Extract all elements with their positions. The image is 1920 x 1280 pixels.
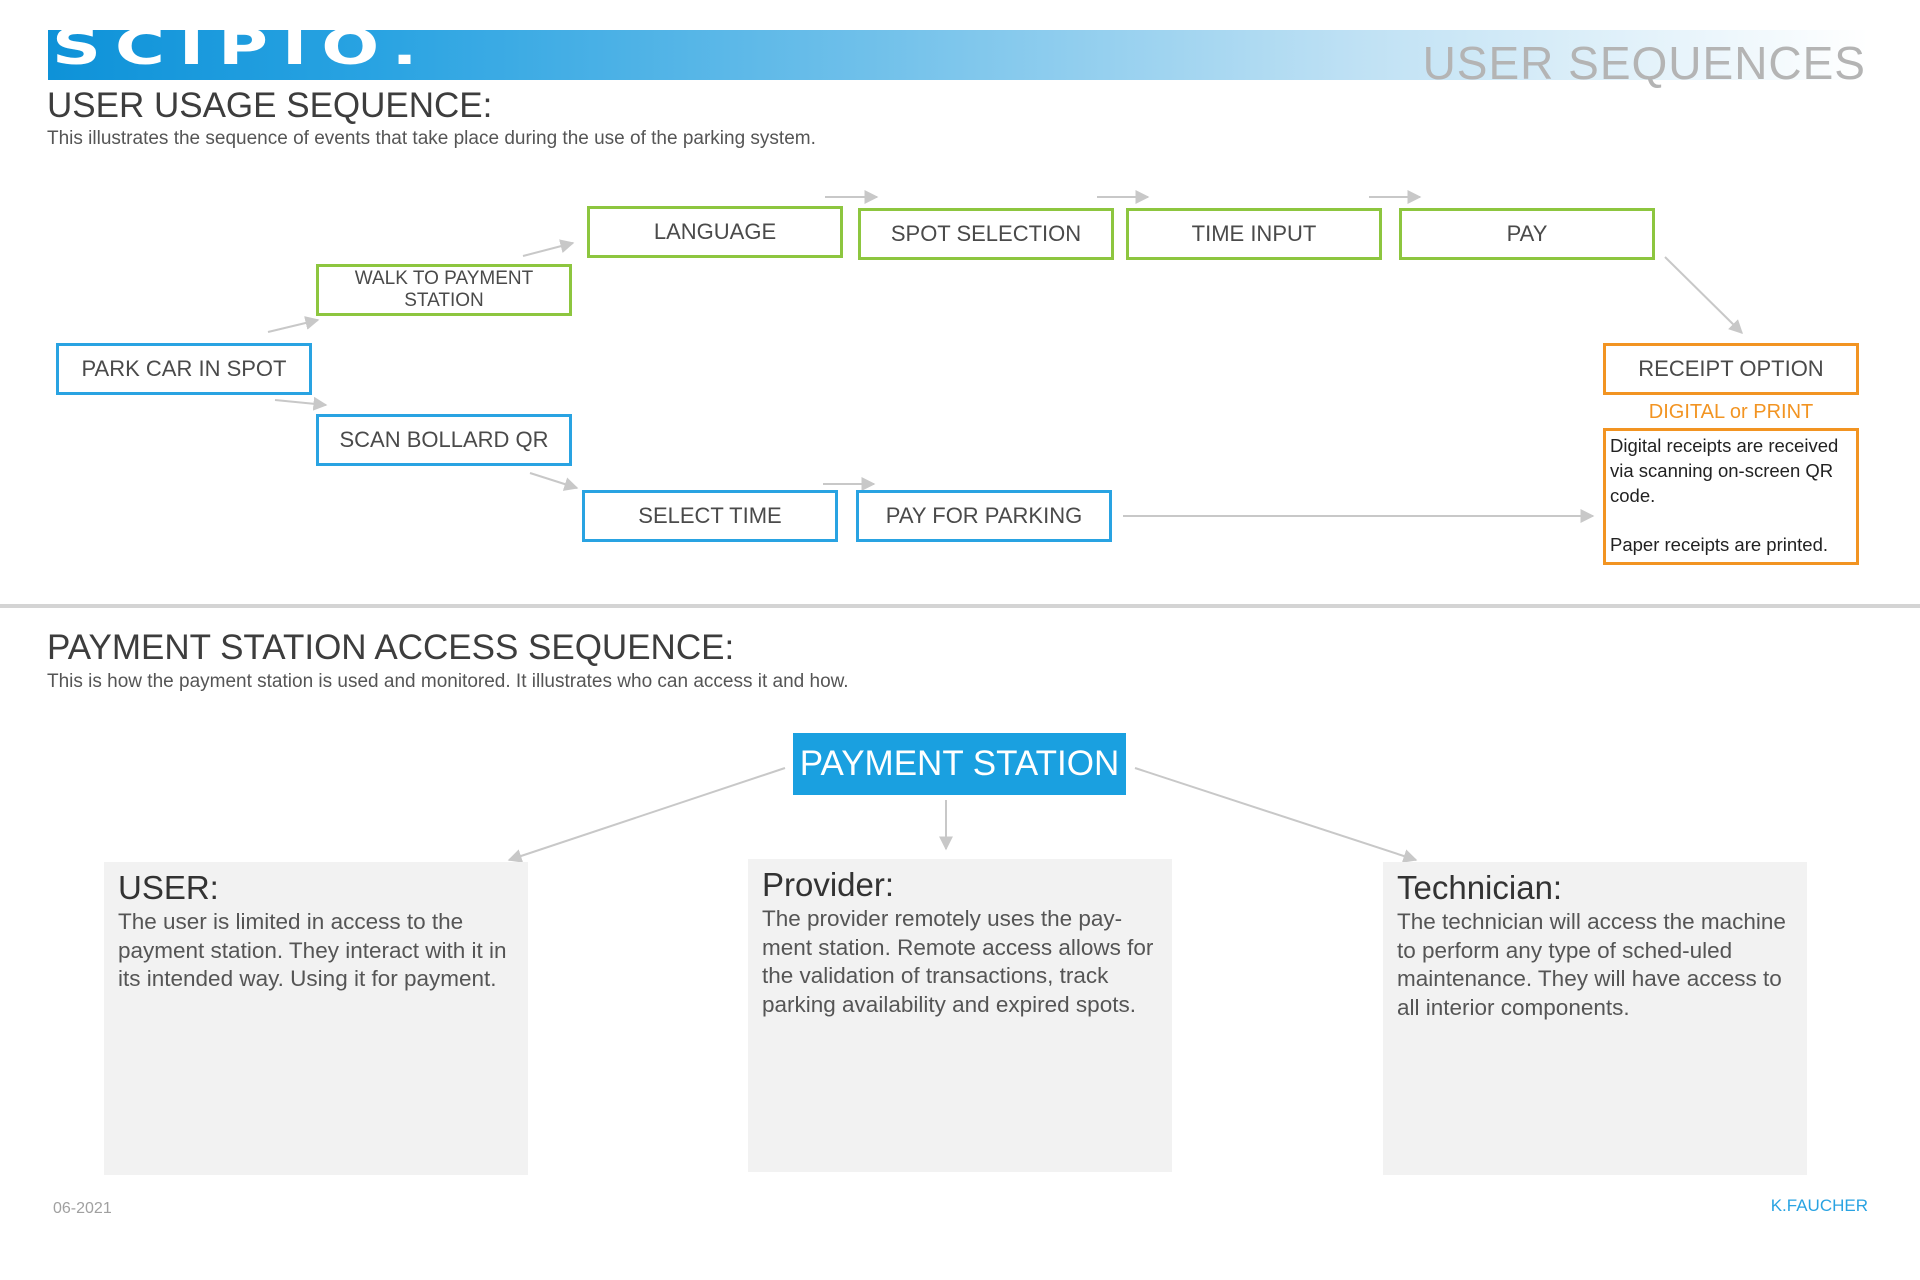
role-title-provider: Provider: (762, 866, 895, 903)
payment-station-box: PAYMENT STATION (793, 733, 1126, 795)
arrow-walk-to-language (523, 243, 573, 256)
role-text-technician: The technician will access the machine to perform any type of sched-uled maintenance. They will have access to all interior components. (1397, 909, 1786, 1020)
usage-section-subtitle: This illustrates the sequence of events that take place during the use of the parking system. (47, 128, 816, 149)
step-language: LANGUAGE (587, 206, 843, 258)
arrow-park-to-scan (275, 400, 326, 405)
step-receipt-option: RECEIPT OPTION (1603, 343, 1859, 395)
receipt-types-label: DIGITAL or PRINT (1648, 401, 1814, 423)
role-title-user: USER: (118, 869, 219, 906)
role-text-provider: The provider remotely uses the pay-ment station. Remote access allows for the validation of transactions, track parking availability and expired spots. (762, 906, 1154, 1017)
arrow-pay-to-receipt (1665, 257, 1742, 333)
step-pay: PAY (1399, 208, 1655, 260)
step-time-input: TIME INPUT (1126, 208, 1382, 260)
role-card-user (104, 862, 528, 1175)
section-divider (0, 604, 1920, 608)
arrow-station-to-technician (1135, 768, 1416, 860)
arrow-park-to-walk (268, 320, 318, 332)
step-park-car: PARK CAR IN SPOT (56, 343, 312, 395)
usage-section-title: USER USAGE SEQUENCE: (47, 86, 493, 125)
step-select-time: SELECT TIME (582, 490, 838, 542)
page-title: USER SEQUENCES (1422, 37, 1866, 89)
brand-logo: SCIPIO. (52, 28, 432, 69)
receipt-note-digital: Digital receipts are received via scanning on-screen QR code. (1610, 435, 1839, 506)
step-spot-selection: SPOT SELECTION (858, 208, 1114, 260)
arrow-scan-to-select (530, 473, 577, 488)
role-text-user: The user is limited in access to the payment station. They interact with it in its intended way. Using it for payment. (118, 909, 507, 992)
step-walk-to-station: WALK TO PAYMENT STATION (316, 264, 572, 316)
role-card-technician (1383, 862, 1807, 1175)
access-section-title: PAYMENT STATION ACCESS SEQUENCE: (47, 628, 735, 667)
receipt-note (1603, 428, 1859, 565)
role-card-provider (748, 859, 1172, 1172)
access-section-subtitle: This is how the payment station is used and monitored. It illustrates who can access it and how. (47, 671, 849, 692)
step-scan-bollard: SCAN BOLLARD QR (316, 414, 572, 466)
receipt-note-paper: Paper receipts are printed. (1610, 533, 1829, 555)
footer-date: 06-2021 (53, 1200, 112, 1217)
role-title-technician: Technician: (1397, 869, 1563, 906)
footer-author: K.FAUCHER (1770, 1196, 1868, 1215)
step-pay-for-parking: PAY FOR PARKING (856, 490, 1112, 542)
arrow-station-to-user (509, 768, 785, 860)
